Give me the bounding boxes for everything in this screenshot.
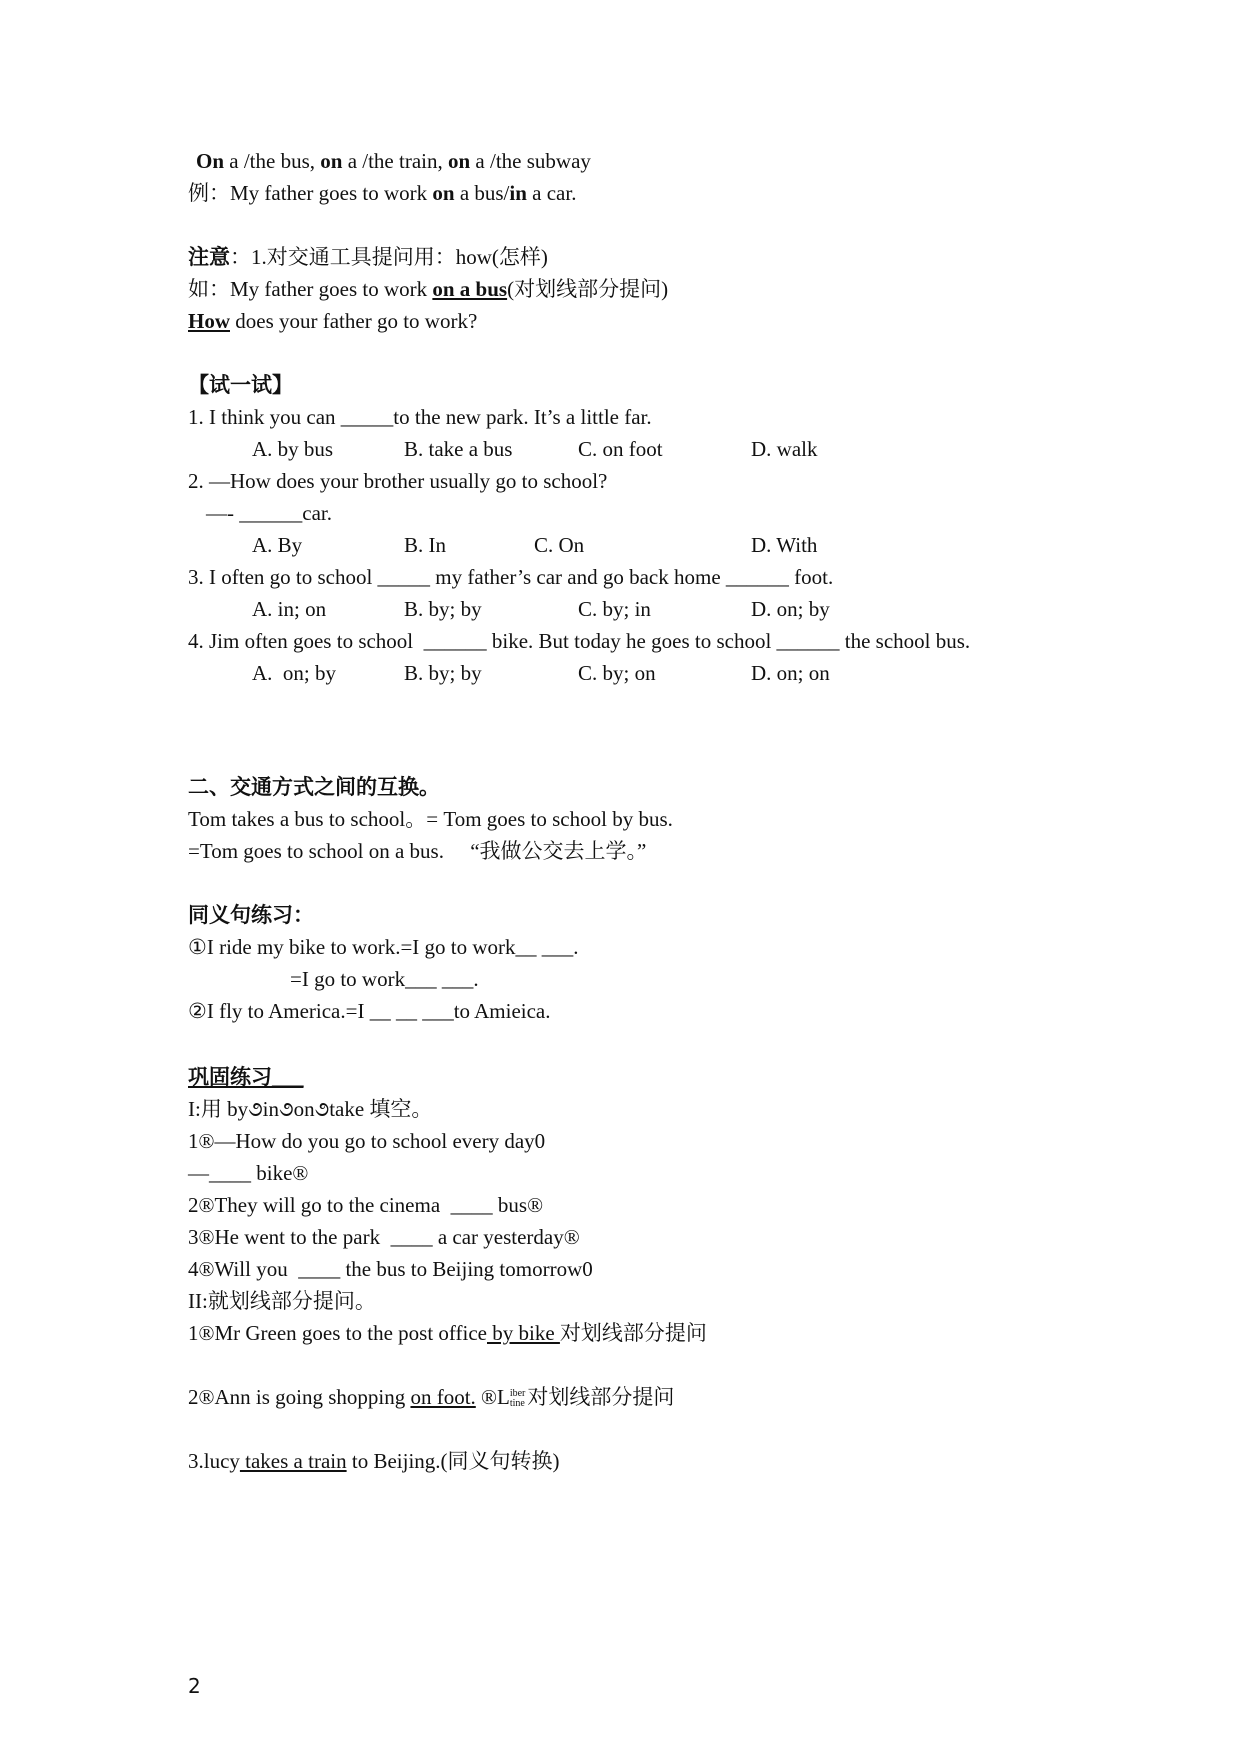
q3-option-b: B. by; by [404, 597, 482, 621]
bold-text: on [320, 149, 343, 173]
consolidate-question-2 [188, 1382, 674, 1412]
q2-option-b: B. In [404, 533, 446, 557]
text: 对划线部分提问 [559, 1321, 707, 1345]
question-1: 1. I think you can _____to the new park. It’s a little far. [188, 405, 652, 429]
stacked-superscript [510, 1389, 526, 1409]
consolidate-instruction-2: II:就划线部分提问。 [188, 1289, 376, 1313]
note-example-line [188, 274, 668, 304]
consolidate-item-1-answer: —____ bike® [188, 1161, 309, 1185]
stacked-bottom: tine [509, 1398, 525, 1410]
q2-option-c: C. On [534, 533, 585, 557]
text: a /the train, [342, 149, 448, 173]
how-question-line [188, 306, 477, 336]
text: 如：My father goes to work [188, 277, 433, 301]
consolidate-instruction-1: I:用 by૭in૭on૭take 填空。 [188, 1097, 433, 1121]
text: a /the bus, [224, 149, 321, 173]
q1-option-d: D. walk [751, 437, 818, 461]
text: 1®Mr Green goes to the post office [188, 1321, 487, 1345]
q3-option-d: D. on; by [751, 597, 830, 621]
text: L [497, 1385, 510, 1409]
synonym-heading: 同义句练习： [188, 903, 314, 927]
note-text: ：1.对交通工具提问用：how(怎样) [230, 245, 548, 269]
section-2-line-1: Tom takes a bus to school。= Tom goes to school by bus. [188, 807, 673, 831]
try-heading: 【试一试】 [188, 373, 293, 397]
q3-option-c: C. by; in [578, 597, 651, 621]
consolidate-question-1 [188, 1318, 707, 1348]
bold-text: on [432, 181, 455, 205]
q1-option-a: A. by bus [252, 437, 334, 461]
bold-text: On [196, 149, 225, 173]
consolidate-item-1: 1®—How do you go to school every day0 [188, 1129, 546, 1153]
underlined-phrase: on a bus [432, 277, 508, 301]
page-number: 2 [188, 1674, 201, 1698]
q1-option-c: C. on foot [578, 437, 663, 461]
text: does your father go to work? [230, 309, 478, 333]
q4-option-b: B. by; by [404, 661, 482, 685]
consolidate-item-3: 3®He went to the park ____ a car yesterday® [188, 1225, 580, 1249]
underlined-word: How [188, 309, 230, 333]
bold-text: in [509, 181, 527, 205]
text: 3.lucy [188, 1449, 240, 1473]
consolidate-heading: 巩固练习___ [188, 1065, 304, 1089]
q4-option-c: C. by; on [578, 661, 656, 685]
q2-option-a: A. By [252, 533, 303, 557]
question-2-answer-line: —- ______car. [206, 501, 332, 525]
text: 例：My father goes to work [188, 181, 433, 205]
note-label: 注意 [188, 245, 230, 269]
synonym-line-3: ②I fly to America.=I __ __ ___to Amieica. [188, 999, 551, 1023]
question-4: 4. Jim often goes to school ______ bike. But today he goes to school ______ the school bus. [188, 629, 971, 653]
underlined-phrase: on foot. [410, 1385, 476, 1409]
stacked-top: iber [509, 1388, 526, 1400]
text: a /the subway [470, 149, 591, 173]
q4-option-a: A. on; by [252, 661, 336, 685]
text: (对划线部分提问) [507, 277, 669, 301]
section-2-line-2: =Tom goes to school on a bus. “我做公交去上学。” [188, 839, 647, 863]
intro-line-1 [196, 146, 591, 176]
q3-option-a: A. in; on [252, 597, 327, 621]
question-3: 3. I often go to school _____ my father’s car and go back home ______ foot. [188, 565, 834, 589]
text: a car. [526, 181, 577, 205]
note-line [188, 242, 548, 272]
section-2-heading: 二、交通方式之间的互换。 [188, 775, 440, 799]
intro-example-line [188, 178, 576, 208]
text: 对划线部分提问 [527, 1385, 675, 1409]
q1-option-b: B. take a bus [404, 437, 513, 461]
consolidate-item-2: 2®They will go to the cinema ____ bus® [188, 1193, 544, 1217]
q4-option-d: D. on; on [751, 661, 830, 685]
question-2: 2. —How does your brother usually go to school? [188, 469, 608, 493]
text: ® [475, 1385, 498, 1409]
consolidate-item-4: 4®Will you ____ the bus to Beijing tomorrow0 [188, 1257, 593, 1281]
text: a bus/ [454, 181, 510, 205]
underlined-phrase: takes a train [239, 1449, 347, 1473]
text: 2®Ann is going shopping [188, 1385, 411, 1409]
synonym-line-2: =I go to work___ ___. [290, 967, 479, 991]
consolidate-question-3 [188, 1446, 560, 1476]
bold-text: on [447, 149, 471, 173]
text: to Beijing.(同义句转换) [346, 1449, 560, 1473]
q2-option-d: D. With [751, 533, 818, 557]
underlined-phrase: by bike [487, 1321, 560, 1345]
synonym-line-1: ①I ride my bike to work.=I go to work__ ___. [188, 935, 579, 959]
